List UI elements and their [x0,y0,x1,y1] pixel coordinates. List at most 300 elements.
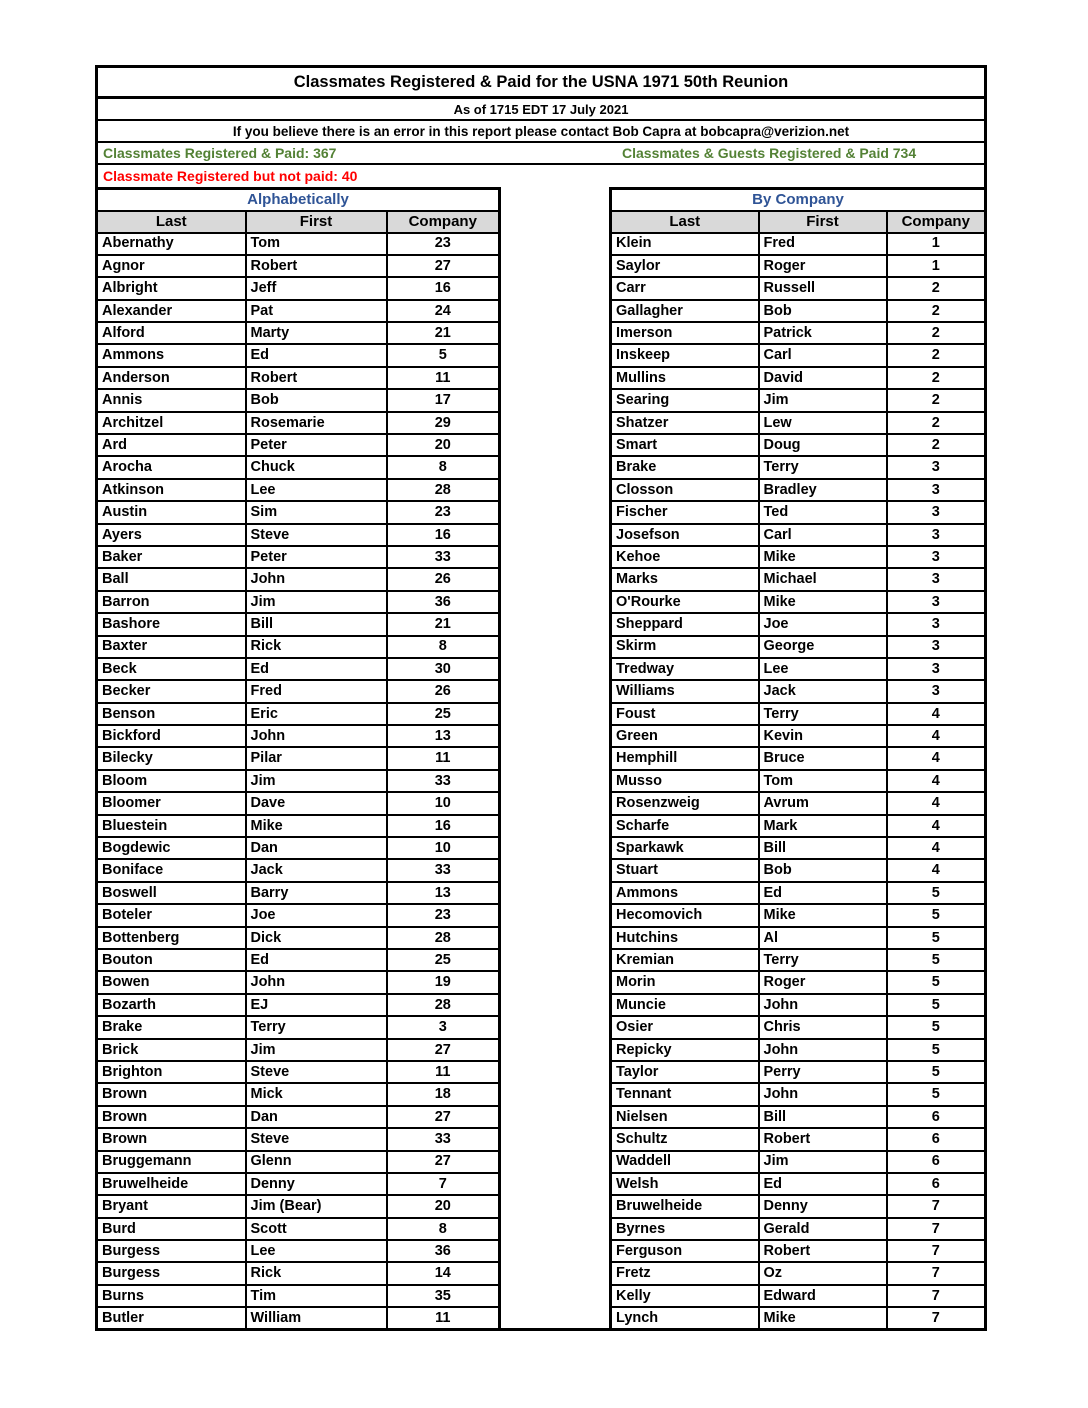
table-row [611,233,986,255]
table-row [97,680,500,702]
cell-first-name: Rick [246,1262,387,1284]
table-row [97,1195,500,1217]
cell-company-number: 10 [387,837,500,859]
cell-first-name: Jim [246,591,387,613]
table-row [611,725,986,747]
cell-company-number: 11 [387,747,500,769]
cell-first-name: Dick [246,927,387,949]
column-header-first: First [759,211,887,233]
alphabetical-table [95,187,501,1331]
cell-first-name: Terry [759,456,887,478]
cell-last-name: Brighton [97,1061,246,1083]
cell-last-name: Foust [611,703,759,725]
cell-company-number: 2 [887,344,986,366]
cell-company-number: 5 [887,1061,986,1083]
report-title: Classmates Registered & Paid for the USNA 1971 50th Reunion [98,68,984,99]
cell-first-name: Carl [759,524,887,546]
cell-company-number: 7 [387,1173,500,1195]
table-row [611,1128,986,1150]
cell-last-name: Sheppard [611,613,759,635]
cell-first-name: Bill [246,613,387,635]
cell-company-number: 6 [887,1128,986,1150]
cell-last-name: Burns [97,1285,246,1307]
cell-company-number: 26 [387,680,500,702]
cell-last-name: Hecomovich [611,904,759,926]
table-row [97,613,500,635]
table-row [611,1285,986,1307]
cell-company-number: 5 [887,904,986,926]
cell-last-name: Schultz [611,1128,759,1150]
table-row [611,546,986,568]
cell-first-name: Jim (Bear) [246,1195,387,1217]
table-row [97,479,500,501]
table-row [97,277,500,299]
cell-last-name: Agnor [97,255,246,277]
cell-company-number: 28 [387,994,500,1016]
cell-last-name: Boniface [97,859,246,881]
table-row [97,1106,500,1128]
cell-first-name: Mark [759,815,887,837]
cell-company-number: 2 [887,300,986,322]
table-row [97,994,500,1016]
cell-last-name: Brick [97,1039,246,1061]
cell-first-name: Mike [246,815,387,837]
cell-last-name: Abernathy [97,233,246,255]
cell-first-name: Fred [246,680,387,702]
cell-first-name: Robert [246,255,387,277]
table-row [97,434,500,456]
table-row [611,770,986,792]
cell-last-name: Burgess [97,1240,246,1262]
cell-last-name: Taylor [611,1061,759,1083]
cell-last-name: Morin [611,971,759,993]
cell-company-number: 13 [387,882,500,904]
cell-company-number: 25 [387,703,500,725]
cell-first-name: Mike [759,591,887,613]
by-company-table [609,187,987,1331]
cell-company-number: 27 [387,255,500,277]
table-row [97,1151,500,1173]
cell-first-name: Terry [246,1016,387,1038]
cell-last-name: Muncie [611,994,759,1016]
cell-last-name: Bogdewic [97,837,246,859]
cell-first-name: Ed [246,658,387,680]
cell-first-name: Lee [246,1240,387,1262]
table-row [97,1285,500,1307]
cell-first-name: Robert [759,1240,887,1262]
cell-company-number: 5 [887,1083,986,1105]
cell-last-name: Ferguson [611,1240,759,1262]
cell-first-name: Lee [246,479,387,501]
table-row [97,859,500,881]
cell-last-name: Imerson [611,322,759,344]
table-row [97,367,500,389]
cell-first-name: Pat [246,300,387,322]
cell-last-name: Burd [97,1218,246,1240]
table-row [97,770,500,792]
cell-company-number: 5 [887,1039,986,1061]
cell-first-name: Chris [759,1016,887,1038]
cell-company-number: 7 [887,1195,986,1217]
cell-company-number: 20 [387,434,500,456]
cell-first-name: John [246,568,387,590]
cell-last-name: Klein [611,233,759,255]
cell-last-name: Brake [97,1016,246,1038]
table-row [611,344,986,366]
cell-company-number: 3 [887,591,986,613]
cell-first-name: George [759,636,887,658]
cell-company-number: 3 [887,568,986,590]
cell-first-name: Bob [246,389,387,411]
cell-first-name: Edward [759,1285,887,1307]
table-row [97,546,500,568]
table-row [611,1039,986,1061]
cell-first-name: Robert [246,367,387,389]
cell-first-name: Bill [759,837,887,859]
cell-first-name: Eric [246,703,387,725]
cell-last-name: Saylor [611,255,759,277]
cell-last-name: Lynch [611,1307,759,1329]
cell-first-name: Terry [759,949,887,971]
classmates-paid-count: Classmates Registered & Paid: 367 [103,145,337,161]
table-row [97,1128,500,1150]
table-row [611,1195,986,1217]
cell-company-number: 33 [387,859,500,881]
table-row [611,568,986,590]
cell-company-number: 33 [387,546,500,568]
cell-company-number: 17 [387,389,500,411]
cell-last-name: Carr [611,277,759,299]
cell-company-number: 35 [387,1285,500,1307]
table-row [97,703,500,725]
table-row [97,412,500,434]
table-row [97,501,500,523]
cell-last-name: Inskeep [611,344,759,366]
cell-last-name: Ayers [97,524,246,546]
contact-note: If you believe there is an error in this report please contact Bob Capra at bobcapra@verizion.net [98,121,984,143]
cell-last-name: Baxter [97,636,246,658]
table-row [611,747,986,769]
table-divider-gap [501,187,609,1331]
cell-last-name: Searing [611,389,759,411]
cell-company-number: 7 [887,1240,986,1262]
cell-company-number: 13 [387,725,500,747]
cell-last-name: Fischer [611,501,759,523]
cell-last-name: Closson [611,479,759,501]
as-of-timestamp: As of 1715 EDT 17 July 2021 [98,99,984,121]
cell-first-name: Oz [759,1262,887,1284]
table-row [97,882,500,904]
cell-company-number: 7 [887,1262,986,1284]
cell-first-name: Denny [759,1195,887,1217]
cell-company-number: 33 [387,770,500,792]
table-row [611,255,986,277]
cell-last-name: Josefson [611,524,759,546]
table-row [97,300,500,322]
cell-last-name: Mullins [611,367,759,389]
table-row [97,792,500,814]
cell-last-name: Barron [97,591,246,613]
table-row [611,277,986,299]
cell-first-name: Sim [246,501,387,523]
table-row [97,1016,500,1038]
cell-first-name: John [246,725,387,747]
cell-last-name: Baker [97,546,246,568]
cell-last-name: Austin [97,501,246,523]
cell-last-name: Hutchins [611,927,759,949]
cell-first-name: Terry [759,703,887,725]
report-header-block [95,65,987,187]
cell-first-name: Peter [246,434,387,456]
cell-company-number: 21 [387,613,500,635]
cell-first-name: Dan [246,1106,387,1128]
table-row [611,971,986,993]
cell-first-name: Jeff [246,277,387,299]
cell-company-number: 4 [887,725,986,747]
cell-first-name: Perry [759,1061,887,1083]
cell-last-name: Bloom [97,770,246,792]
cell-last-name: Atkinson [97,479,246,501]
cell-first-name: Steve [246,524,387,546]
cell-last-name: Osier [611,1016,759,1038]
cell-company-number: 2 [887,277,986,299]
cell-company-number: 3 [387,1016,500,1038]
cell-first-name: William [246,1307,387,1329]
cell-last-name: Burgess [97,1262,246,1284]
cell-company-number: 20 [387,1195,500,1217]
cell-last-name: Green [611,725,759,747]
cell-company-number: 1 [887,233,986,255]
cell-last-name: Rosenzweig [611,792,759,814]
cell-first-name: Rick [246,636,387,658]
cell-last-name: Tennant [611,1083,759,1105]
cell-first-name: Ed [246,949,387,971]
cell-first-name: Ed [246,344,387,366]
cell-first-name: Ted [759,501,887,523]
cell-last-name: Bilecky [97,747,246,769]
cell-first-name: Roger [759,255,887,277]
cell-company-number: 16 [387,524,500,546]
cell-last-name: Architzel [97,412,246,434]
table-row [97,524,500,546]
table-row [611,479,986,501]
cell-first-name: Chuck [246,456,387,478]
cell-last-name: Nielsen [611,1106,759,1128]
table-row [611,859,986,881]
cell-company-number: 28 [387,479,500,501]
cell-first-name: John [759,994,887,1016]
cell-first-name: Peter [246,546,387,568]
cell-first-name: Steve [246,1061,387,1083]
cell-first-name: John [759,1039,887,1061]
cell-last-name: Bowen [97,971,246,993]
cell-first-name: Roger [759,971,887,993]
table-row [97,389,500,411]
by-company-table-body [611,233,986,1330]
cell-company-number: 14 [387,1262,500,1284]
cell-company-number: 4 [887,815,986,837]
cell-last-name: Stuart [611,859,759,881]
table-row [611,927,986,949]
cell-first-name: Ed [759,1173,887,1195]
cell-last-name: Becker [97,680,246,702]
table-row [611,658,986,680]
table-row [611,1083,986,1105]
cell-company-number: 7 [887,1285,986,1307]
cell-last-name: Waddell [611,1151,759,1173]
cell-last-name: Bouton [97,949,246,971]
cell-company-number: 26 [387,568,500,590]
cell-last-name: Boswell [97,882,246,904]
cell-company-number: 3 [887,680,986,702]
table-row [611,792,986,814]
table-row [97,1083,500,1105]
cell-first-name: Jim [759,1151,887,1173]
cell-last-name: Kelly [611,1285,759,1307]
cell-company-number: 16 [387,277,500,299]
table-row [611,1151,986,1173]
cell-company-number: 3 [887,524,986,546]
cell-last-name: Bluestein [97,815,246,837]
cell-company-number: 27 [387,1151,500,1173]
cell-last-name: Bashore [97,613,246,635]
cell-company-number: 29 [387,412,500,434]
cell-first-name: Rosemarie [246,412,387,434]
table-row [611,1218,986,1240]
cell-first-name: Kevin [759,725,887,747]
table-row [611,703,986,725]
table-row [611,412,986,434]
cell-company-number: 36 [387,591,500,613]
column-header-company: Company [887,211,986,233]
cell-company-number: 8 [387,636,500,658]
cell-last-name: Annis [97,389,246,411]
cell-first-name: Dave [246,792,387,814]
cell-company-number: 3 [887,613,986,635]
cell-first-name: Jim [246,1039,387,1061]
table-row [611,1262,986,1284]
cell-last-name: Smart [611,434,759,456]
table-row [611,1173,986,1195]
cell-last-name: Benson [97,703,246,725]
cell-last-name: Skirm [611,636,759,658]
cell-company-number: 4 [887,770,986,792]
cell-first-name: Barry [246,882,387,904]
cell-first-name: Bob [759,859,887,881]
cell-company-number: 3 [887,479,986,501]
table-row [611,994,986,1016]
cell-company-number: 8 [387,456,500,478]
table-row [611,389,986,411]
cell-last-name: Bruggemann [97,1151,246,1173]
cell-first-name: Robert [759,1128,887,1150]
cell-first-name: Bill [759,1106,887,1128]
table-row [97,591,500,613]
cell-first-name: Lew [759,412,887,434]
cell-company-number: 7 [887,1307,986,1329]
cell-last-name: Alford [97,322,246,344]
table-row [97,322,500,344]
column-header-last: Last [97,211,246,233]
cell-company-number: 3 [887,501,986,523]
cell-first-name: Mike [759,1307,887,1329]
cell-last-name: Bickford [97,725,246,747]
cell-first-name: Tom [246,233,387,255]
cell-last-name: Kremian [611,949,759,971]
cell-first-name: Glenn [246,1151,387,1173]
cell-last-name: Kehoe [611,546,759,568]
cell-company-number: 5 [887,1016,986,1038]
column-header-company: Company [387,211,500,233]
cell-last-name: Byrnes [611,1218,759,1240]
section-title-by-company: By Company [611,189,986,211]
cell-first-name: Jim [759,389,887,411]
cell-first-name: Gerald [759,1218,887,1240]
cell-company-number: 7 [887,1218,986,1240]
cell-last-name: Musso [611,770,759,792]
cell-first-name: Lee [759,658,887,680]
cell-last-name: Hemphill [611,747,759,769]
cell-company-number: 10 [387,792,500,814]
cell-company-number: 18 [387,1083,500,1105]
cell-company-number: 27 [387,1106,500,1128]
cell-first-name: John [759,1083,887,1105]
cell-company-number: 30 [387,658,500,680]
cell-last-name: O'Rourke [611,591,759,613]
table-row [97,1173,500,1195]
cell-last-name: Brown [97,1106,246,1128]
table-row [97,815,500,837]
cell-last-name: Sparkawk [611,837,759,859]
cell-last-name: Boteler [97,904,246,926]
cell-first-name: Jim [246,770,387,792]
table-row [611,300,986,322]
cell-last-name: Bottenberg [97,927,246,949]
table-row [611,1240,986,1262]
cell-company-number: 4 [887,859,986,881]
cell-first-name: Mike [759,904,887,926]
cell-company-number: 11 [387,367,500,389]
cell-company-number: 2 [887,367,986,389]
cell-last-name: Marks [611,568,759,590]
cell-company-number: 1 [887,255,986,277]
cell-first-name: Scott [246,1218,387,1240]
cell-first-name: Ed [759,882,887,904]
cell-company-number: 4 [887,747,986,769]
cell-first-name: Al [759,927,887,949]
table-row [97,725,500,747]
cell-first-name: Mike [759,546,887,568]
cell-company-number: 2 [887,412,986,434]
table-row [611,322,986,344]
table-row [611,680,986,702]
table-row [611,1106,986,1128]
table-row [97,456,500,478]
table-row [611,1061,986,1083]
cell-first-name: Bruce [759,747,887,769]
cell-first-name: Steve [246,1128,387,1150]
cell-last-name: Bryant [97,1195,246,1217]
cell-company-number: 4 [887,703,986,725]
classmates-guests-paid-count: Classmates & Guests Registered & Paid 734 [622,145,917,161]
cell-last-name: Bruwelheide [97,1173,246,1195]
cell-company-number: 3 [887,658,986,680]
cell-first-name: John [246,971,387,993]
cell-first-name: EJ [246,994,387,1016]
cell-company-number: 25 [387,949,500,971]
cell-first-name: Jack [759,680,887,702]
cell-first-name: Joe [759,613,887,635]
